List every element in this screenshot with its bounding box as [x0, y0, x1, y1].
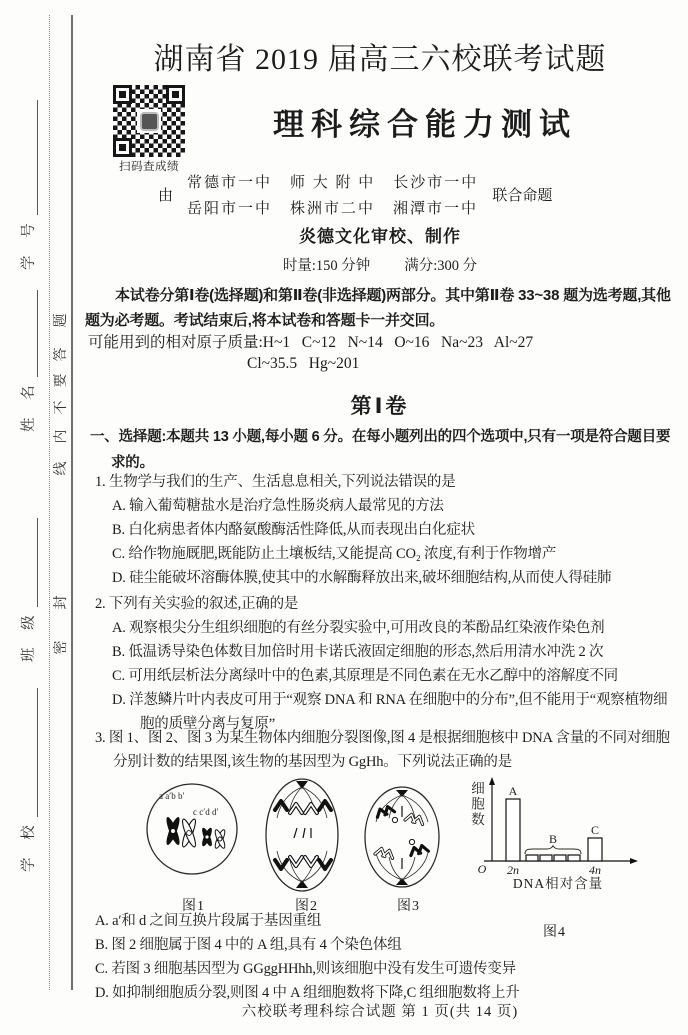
middle-fragments — [294, 828, 311, 838]
option-b: B. 低温诱导染色体数目加倍时用卡诺氏液固定细胞的形态,然后用清水冲洗 2 次 — [112, 644, 604, 660]
chart-bars — [506, 799, 602, 861]
seal-char: 要 — [54, 373, 69, 388]
spindle-poles — [296, 781, 308, 888]
chromosomes-top — [275, 801, 331, 813]
school-row — [187, 197, 478, 218]
figure-4-caption: 图4 — [543, 925, 566, 940]
question-stem: 3. 图 1、图 2、图 3 为某生物体内细胞分裂图像,图 4 是根据细胞核中 DNA 含量的不同对细胞分别计数的结果图,该生物的基因型为 GgHh。下列说法正确的是 — [95, 730, 670, 770]
option-d: D. 如抑制细胞质分裂,则图 4 中 A 组细胞数将下降,C 组细胞数将上升 — [95, 985, 520, 1001]
producer-line: 炎德文化审校、制作 — [299, 227, 461, 246]
subject-title: 理科综合能力测试 — [273, 107, 577, 142]
option-a: A. 输入葡萄糖盐水是治疗急性肠炎病人最常见的方法 — [112, 498, 444, 514]
question-1 — [95, 470, 677, 590]
school-name: 师 大 附 中 — [290, 175, 376, 191]
section-intro: 一、选择题:本题共 13 小题,每小题 6 分。在每小题列出的四个选项中,只有一项是符合题目要求的。 — [90, 429, 671, 471]
margin-field-blank — [23, 290, 38, 377]
option-a: A. 观察根尖分生组织细胞的有丝分裂实验中,可用改良的苯酚品红染液作染色剂 — [112, 620, 605, 636]
school-name: 株洲市二中 — [290, 201, 376, 217]
school-name: 长沙市一中 — [393, 175, 479, 191]
margin-field-school — [20, 688, 38, 872]
question-3 — [95, 726, 677, 774]
margin-field-class — [20, 518, 38, 662]
chromosome-white-large — [180, 818, 198, 848]
atomic-mass-line-1: 可能用到的相对原子质量:H~1 C~12 N~14 O~16 Na~23 Al~27 — [88, 334, 534, 351]
margin-field-label: 班 级 — [21, 608, 37, 662]
margin-field-student-id — [20, 100, 38, 270]
duration-label: 时量:150 分钟 — [282, 258, 371, 274]
chromosome-black-small — [200, 827, 214, 848]
figure-2-cell-diagram — [264, 776, 342, 894]
question-stem: 2. 下列有关实验的叙述,正确的是 — [95, 596, 299, 612]
margin-field-label: 学 号 — [21, 216, 37, 270]
figure-1-caption: 图1 — [182, 899, 205, 914]
brace-over-b-bars — [525, 846, 581, 855]
seal-char: 题 — [54, 313, 69, 328]
seal-dotted-line — [49, 15, 50, 990]
seal-char: 内 — [54, 429, 69, 444]
option-c: C. 可用纸层析法分离绿叶中的色素,其原理是不同色素在无水乙醇中的溶解度不同 — [112, 668, 618, 684]
school-name: 常德市一中 — [187, 175, 273, 191]
question-stem: 1. 生物学与我们的生产、生活息息相关,下列说法错误的是 — [95, 474, 456, 490]
xtick-2n: 2n — [507, 863, 519, 877]
margin-field-label: 姓 名 — [21, 378, 37, 432]
qr-finder-icon — [166, 85, 185, 104]
seal-char: 答 — [54, 347, 69, 362]
option-a: A. a′和 d 之间互换片段属于基因重组 — [95, 913, 322, 929]
seal-char: 封 — [54, 595, 69, 610]
figure-3-cell-diagram — [364, 786, 442, 889]
school-name: 湘潭市一中 — [393, 201, 479, 217]
atomic-mass-line-2: Cl~35.5 Hg~201 — [247, 355, 360, 372]
section-title: 第Ⅰ卷 — [350, 395, 410, 418]
seal-char: 密 — [54, 640, 69, 655]
bar-a-label: A — [508, 784, 518, 798]
school-name: 岳阳市一中 — [187, 201, 273, 217]
time-score-line — [85, 254, 675, 275]
chromosomes-bottom — [275, 857, 331, 869]
qr-finder-icon — [113, 138, 132, 157]
bar-c-label: C — [590, 823, 600, 837]
figure-4-bar-chart — [462, 776, 647, 891]
question-3-options — [95, 909, 677, 1005]
seal-solid-line — [71, 15, 73, 990]
seal-char: 线 — [54, 461, 69, 476]
spindle-poles — [396, 790, 408, 885]
spindle-fibers — [277, 787, 327, 882]
chromosome-white-small — [213, 829, 226, 850]
qr-logo-icon — [137, 109, 161, 133]
joint-label: 联合命题 — [492, 188, 553, 204]
margin-field-blank — [23, 518, 38, 607]
x-axis-label: DNA相对含量 — [512, 876, 604, 891]
margin-field-name — [20, 290, 38, 432]
page-title: 湖南省 2019 届高三六校联考试题 — [153, 43, 607, 76]
chromosome-black-large — [164, 816, 182, 847]
bar-b-label: B — [548, 832, 558, 846]
y-axis-label: 细胞数 — [469, 781, 484, 828]
qr-code — [113, 85, 185, 157]
option-d: D. 洋葱鳞片叶内表皮可用于“观察 DNA 和 RNA 在细胞中的分布”,但不能用于“观察植物细胞的质壁分离与复原” — [112, 692, 668, 732]
option-b: B. 图 2 细胞属于图 4 中的 A 组,具有 4 个染色体组 — [95, 937, 402, 953]
school-list — [187, 171, 478, 218]
figure-1-chromosome-labels-cd: c c′d d′ — [193, 807, 219, 817]
school-row — [187, 171, 478, 192]
page-footer: 六校联考理科综合试题 第 1 页(共 14 页) — [241, 1004, 519, 1020]
margin-field-blank — [23, 100, 38, 215]
qr-caption: 扫码查成绩 — [119, 161, 179, 173]
option-d: D. 硅尘能破坏溶酶体膜,使其中的水解酶释放出来,破坏细胞结构,从而使人得硅肺 — [112, 570, 612, 586]
margin-field-blank — [23, 688, 38, 817]
margin-field-label: 学 校 — [21, 818, 37, 872]
figure-1-chromosome-labels-ab: a a′b b′ — [159, 791, 185, 801]
figure-2-caption: 图2 — [295, 899, 318, 914]
xtick-4n: 4n — [589, 863, 601, 877]
option-b: B. 白化病患者体内酪氨酸酶活性降低,从而表现出白化症状 — [112, 522, 475, 538]
full-score-label: 满分:300 分 — [404, 258, 478, 274]
exam-notice: 本试卷分第Ⅰ卷(选择题)和第Ⅱ卷(非选择题)两部分。其中第Ⅱ卷 33~38 题为选考题,其他题为必考题。考试结束后,将本试卷和答题卡一并交回。 — [85, 287, 671, 329]
seal-char: 不 — [54, 400, 69, 415]
qr-finder-icon — [113, 85, 132, 104]
option-c: C. 若图 3 细胞基因型为 GGggHHhh,则该细胞中没有发生可遗传变异 — [95, 961, 516, 977]
by-label: 由 — [158, 188, 174, 204]
origin-label: O — [477, 862, 487, 876]
figure-1-cell-diagram — [146, 779, 241, 879]
option-c: C. 给作物施厩肥,既能防止土壤板结,又能提高 CO₂ 浓度,有利于作物增产 — [112, 546, 557, 562]
schools-block — [158, 171, 552, 218]
question-2 — [95, 592, 677, 736]
figure-3-caption: 图3 — [397, 899, 420, 914]
